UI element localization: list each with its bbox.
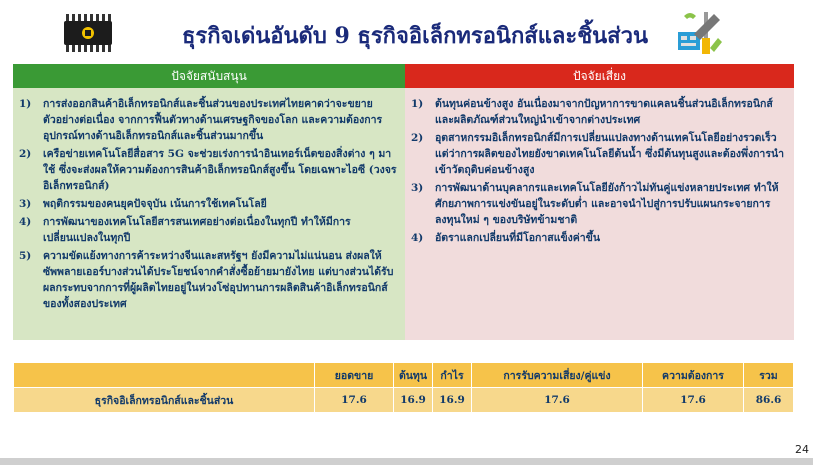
table-header-cell: การรับความเสี่ยง/คู่แข่ง [472,363,643,388]
table-cell: 17.6 [472,388,643,413]
risk-item-number: 3) [411,182,424,194]
support-item [19,196,399,212]
risk-item-number: 1) [411,98,424,110]
score-table [13,362,794,413]
support-factors-panel [13,88,405,340]
table-header-cell [14,363,315,388]
risk-factors-panel [405,88,794,340]
risk-item-text: อุตสาหกรรมอิเล็กทรอนิกส์มีการเปลี่ยนแปลงทางด้านเทคโนโลยีอย่างรวดเร็ว แต่ว่าการผลิตของไทยยังขาดเทคโนโลยีต้นน้ำ ซึ่งมีต้นทุนสูงและต้องพึ่งการนำเข้าวัตถุดิบค่อนข้างสูง [435,132,785,176]
risk-item-number: 4) [411,232,424,244]
table-header-cell: กำไร [433,363,472,388]
risk-item [411,180,788,228]
risk-item [411,230,788,246]
support-item [19,146,399,194]
risk-item [411,96,788,128]
support-item-text: การพัฒนาของเทคโนโลยีสารสนเทศอย่างต่อเนื่องในทุกปี ทำให้มีการเปลี่ยนแปลงในทุกปี [43,216,351,244]
support-factors-header: ปัจจัยสนับสนุน [13,64,405,88]
table-cell: ธุรกิจอิเล็กทรอนิกส์และชิ้นส่วน [14,388,315,413]
support-item [19,248,399,312]
table-cell: 16.9 [433,388,472,413]
table-row [14,388,794,413]
support-item-number: 5) [19,250,32,262]
table-header-cell: ต้นทุน [394,363,433,388]
table-cell: 17.6 [643,388,744,413]
risk-item-number: 2) [411,132,424,144]
support-item-text: ความขัดแย้งทางการค้าระหว่างจีนและสหรัฐฯ ยังมีความไม่แน่นอน ส่งผลให้ซัพพลายเออร์บางส่วนได้ประโยชน์จากคำสั่งซื้อย้ายมายังไทย แต่บางส่วนได้รับผลกระทบจากการที่ผู้ผลิตไทยอยู่ในห่วงโซ่อุปทานการผลิตสินค้าอิเล็กทรอนิกส์ของทั้งสองประเทศ [43,250,394,310]
support-item-number: 1) [19,98,32,110]
support-item [19,214,399,246]
support-item-number: 3) [19,198,32,210]
support-item-text: พฤติกรรมของคนยุคปัจจุบัน เน้นการใช้เทคโนโลยี [43,198,267,210]
table-header-cell: ยอดขาย [315,363,394,388]
risk-item-text: ต้นทุนค่อนข้างสูง อันเนื่องมาจากปัญหาการขาดแคลนชิ้นส่วนอิเล็กทรอนิกส์และผลิตภัณฑ์ส่วนใหญ่นำเข้าจากต่างประเทศ [435,98,773,126]
table-header-row [14,363,794,388]
page-title: ธุรกิจเด่นอันดับ 9 ธุรกิจอิเล็กทรอนิกส์และชิ้นส่วน [181,23,648,49]
risk-factors-header: ปัจจัยเสี่ยง [405,64,794,88]
support-item-number: 4) [19,216,32,228]
microchip-icon [64,12,112,54]
table-header-cell: รวม [744,363,794,388]
risk-item-text: อัตราแลกเปลี่ยนที่มีโอกาสแข็งค่าขึ้น [435,232,601,244]
circuit-tools-icon [674,8,726,58]
support-item-number: 2) [19,148,32,160]
risk-item-text: การพัฒนาด้านบุคลากรและเทคโนโลยียังก้าวไม่ทันคู่แข่งหลายประเทศ ทำให้ศักยภาพการแข่งขันอยู่ในระดับต่ำ และอาจนำไปสู่การปรับแผนกระจายการลงทุนใหม่ ๆ ของบริษัทข้ามชาติ [435,182,779,226]
support-item-text: การส่งออกสินค้าอิเล็กทรอนิกส์และชิ้นส่วนของประเทศไทยคาดว่าจะขยายตัวอย่างต่อเนื่อง จากการฟื้นตัวทางด้านเศรษฐกิจของโลก และความต้องการอุปกรณ์ทางด้านอิเล็กทรอนิกส์และชิ้นส่วนมากขึ้น [43,98,383,142]
table-cell: 17.6 [315,388,394,413]
footer-bar [0,458,813,465]
table-header-cell: ความต้องการ [643,363,744,388]
table-cell: 86.6 [744,388,794,413]
support-item [19,96,399,144]
page-number: 24 [795,443,809,456]
support-item-text: เครือข่ายเทคโนโลยีสื่อสาร 5G จะช่วยเร่งการนำอินเทอร์เน็ตของสิ่งต่าง ๆ มาใช้ ซึ่งจะส่งผลให้ความต้องการสินค้าอิเล็กทรอนิกส์สูงขึ้น โดยเฉพาะไอซี (วงจรอิเล็กทรอนิกส์) [43,148,397,192]
table-cell: 16.9 [394,388,433,413]
risk-item [411,130,788,178]
